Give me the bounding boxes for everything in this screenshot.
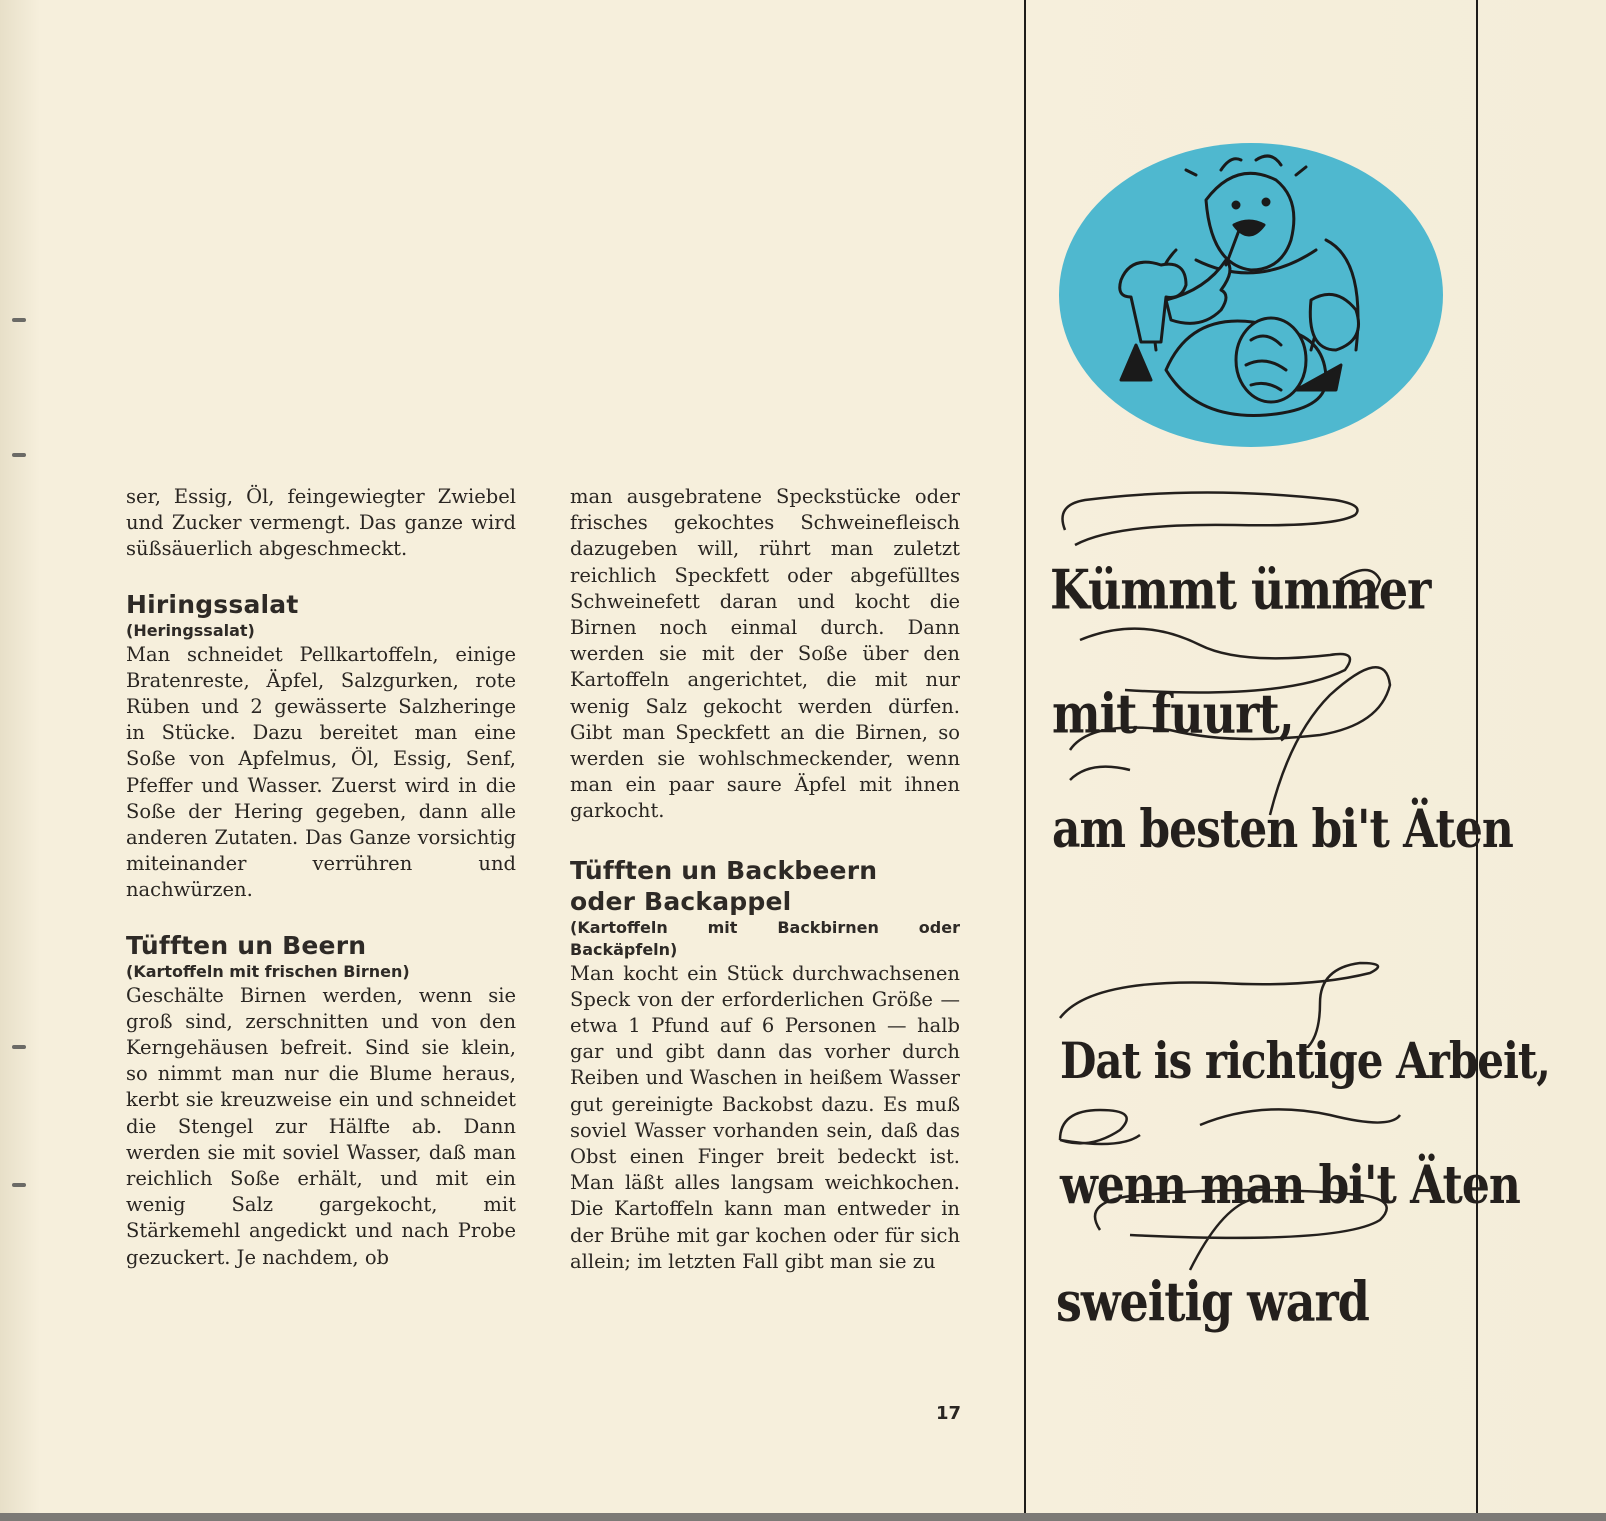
- recipe-title-backbeern-line2: oder Backappel: [570, 886, 792, 916]
- binding-stitch: [12, 318, 26, 322]
- recipe-body-hiringssalat: Man schneidet Pellkartoffeln, einige Bratenreste, Äpfel, Salzgurken, rote Rüben und 2 gewässerte Salzheringe in Stücke. Dazu bereitet man eine Soße von Apfelmus, Öl, Essig, Senf, Pfeffer und Wasser. Zuerst wird in die Soße der Hering gegeben, dann alle anderen Zutaten. Das Ganze vorsichtig miteinander verrühren und nachwürzen.: [126, 642, 516, 902]
- column-rule-left: [1024, 0, 1026, 1515]
- verse2-line3: sweitig ward: [1056, 1270, 1369, 1334]
- verse1-line1: Kümmt ümmer: [1050, 558, 1431, 622]
- man-eating-ham-illustration: [1056, 140, 1446, 450]
- column-rule-right: [1476, 0, 1478, 1515]
- recipe-body-tueffen-un-beern: Geschälte Birnen werden, wenn sie groß sind, zerschnitten und von den Kerngehäusen befreit. Sind sie klein, so nimmt man nur die Blume heraus, kerbt sie kreuzweise ein und schneidet die Stengel zur Hälfte ab. Dann werden sie mit soviel Wasser, daß man reichlich Soße erhält, und mit ein wenig Salz gargekocht, mit Stärkemehl angedickt und nach Probe gezuckert. Je nachdem, ob: [126, 983, 516, 1269]
- verse1-line2: mit fuurt,: [1052, 682, 1294, 746]
- continued-paragraph: man ausgebratene Speckstücke oder frisches gekochtes Schweinefleisch dazugeben will, rührt man zuletzt reichlich Speckfett oder abgefülltes Schweinefett daran und kocht die Birnen noch einmal durch. Dann werden sie mit der Soße über den Kartoffeln angerichtet, die mit nur wenig Salz gekocht werden dürfen. Gibt man Speckfett an die Birnen, so werden sie wohlschmeckender, wenn man ein paar saure Äpfel mit ihnen garkocht.: [570, 485, 960, 823]
- text-column-left: [126, 484, 516, 1271]
- recipe-title-hiringssalat: Hiringssalat: [126, 589, 299, 619]
- recipe-subtitle-backbirnen: (Kartoffeln mit Backbirnen oder Backäpfeln): [570, 917, 960, 959]
- text-column-right: [570, 484, 960, 1275]
- verse2-line1: Dat is richtige Arbeit,: [1060, 1032, 1550, 1090]
- binding-stitch: [12, 453, 26, 457]
- page-bottom-edge: [0, 1513, 1606, 1521]
- verse2-line2: wenn man bi't Äten: [1060, 1156, 1520, 1217]
- recipe-subtitle-heringssalat: (Heringssalat): [126, 620, 255, 640]
- recipe-body-backbeern: Man kocht ein Stück durchwachsenen Speck von der erforderlichen Größe — etwa 1 Pfund auf 6 Personen — halb gar und gibt dann das vorher durch Reiben und Waschen in heißem Wasser gut gereinigte Backobst dazu. Es muß soviel Wasser vorhanden sein, daß das Obst einen Finger breit bedeckt ist. Man läßt alles langsam weichkochen. Die Kartoffeln kann man entweder in der Brühe mit gar kochen oder für sich allein; im letzten Fall gibt man sie zu: [570, 961, 960, 1273]
- intro-paragraph: ser, Essig, Öl, feingewiegter Zwiebel und Zucker vermengt. Das ganze wird süßsäuerlich abgeschmeckt.: [126, 485, 516, 561]
- page-number: 17: [936, 1403, 962, 1424]
- verse1-line3: am besten bi't Äten: [1052, 800, 1513, 861]
- recipe-title-backbeern-line1: Tüfften un Backbeern: [570, 855, 878, 885]
- recipe-subtitle-kartoffeln-birnen: (Kartoffeln mit frischen Birnen): [126, 961, 410, 981]
- recipe-title-tueffen-un-beern: Tüfften un Beern: [126, 930, 367, 960]
- binding-stitch: [12, 1045, 26, 1049]
- binding-stitch: [12, 1183, 26, 1187]
